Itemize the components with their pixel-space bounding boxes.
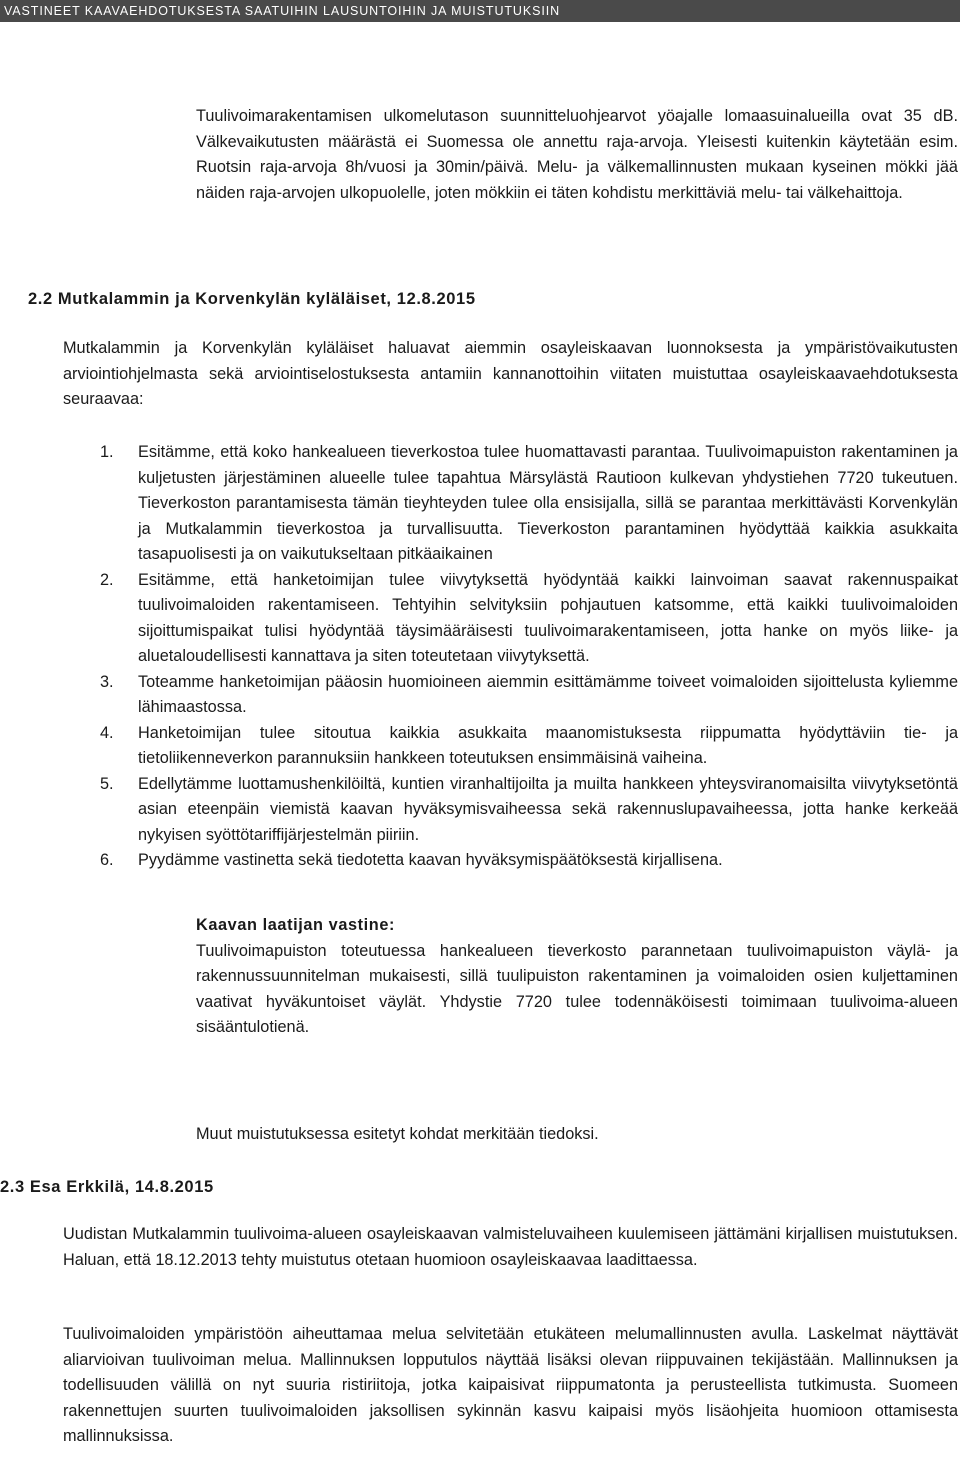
- list-item: [100, 440, 958, 568]
- list-item-text: Toteamme hanketoimijan pääosin huomioineen aiemmin esittämämme toiveet voimaloiden sijoittelusta kyliemme lähimaastossa.: [138, 672, 958, 716]
- list-item: [100, 848, 958, 874]
- section-2-3-heading: 2.3 Esa Erkkilä, 14.8.2015: [0, 1178, 214, 1196]
- list-item: [100, 568, 958, 670]
- list-item-number: 4.: [100, 723, 114, 742]
- list-item-text: Pyydämme vastinetta sekä tiedotetta kaavan hyväksymispäätöksestä kirjallisena.: [138, 851, 723, 869]
- list-item: [100, 772, 958, 849]
- list-item: [100, 670, 958, 721]
- list-item-text: Esitämme, että hanketoimijan tulee viivytyksettä hyödyntää kaikki lainvoiman saavat rakennuspaikat tuulivoimaloiden rakentamiseen. Tehtyihin selvityksiin pohjautuen katsomme, että kaikki tuulivoimaloiden sijoittumispaikat tulisi hyödyntää täysimääräisesti tuulivoimarakentamiseen, jotta hanke on myös liike- ja aluetaloudellisesti kannattava ja siten toteutetaan viivytyksettä.: [138, 570, 958, 665]
- planner-response-note: Muut muistutuksessa esitetyt kohdat merkitään tiedoksi.: [196, 1125, 599, 1143]
- planner-response: [196, 913, 958, 1041]
- list-item-number: 2.: [100, 570, 114, 589]
- document-header-bar: [0, 0, 960, 22]
- list-item-text: Esitämme, että koko hankealueen tieverkostoa tulee huomattavasti parantaa. Tuulivoimapuiston rakentaminen ja kuljetusten järjestäminen alueelle tulee tapahtua Märsylästä Rautioon kulkevan yhdystiehen 7720 tukeutuen. Tieverkoston parantamisesta tämän tieyhteyden tulee olla ensisijalla, sillä se parantaa merkittävästi Korvenkylän ja Mutkalammin tieverkostoa ja turvallisuutta. Tieverkoston parantaminen hyödyttää kaikkia asukkaita tasapuolisesti ja on vaikutukseltaan pitkäaikainen: [138, 443, 958, 563]
- demands-list: [100, 440, 958, 874]
- list-item-number: 5.: [100, 774, 114, 793]
- list-item-number: 3.: [100, 672, 114, 691]
- document-header-title: VASTINEET KAAVAEHDOTUKSESTA SAATUIHIN LAUSUNTOIHIN JA MUISTUTUKSIIN: [4, 4, 560, 18]
- section-2-2-intro: Mutkalammin ja Korvenkylän kyläläiset haluavat aiemmin osayleiskaavan luonnoksesta ja ympäristövaikutusten arviointiohjelmasta sekä arviointiselostuksesta antamiin kannanottoihin viitaten muistuttaa osayleiskaavaehdotuksesta seuraavaa:: [63, 339, 958, 408]
- section-2-2-heading: 2.2 Mutkalammin ja Korvenkylän kyläläiset, 12.8.2015: [28, 290, 476, 308]
- planner-response-text: Tuulivoimapuiston toteutuessa hankealueen tieverkosto parannetaan tuulivoimapuiston väylä- ja rakennussuunnitelman mukaisesti, sillä tuulipuiston rakentaminen ja voimaloiden osien kuljettaminen vaativat hyväkuntoiset väylät. Yhdystie 7720 tulee todennäköisesti toimimaan tuulivoima-alueen sisääntulotienä.: [196, 941, 958, 1036]
- list-item-number: 1.: [100, 443, 114, 461]
- planner-response-heading: Kaavan laatijan vastine:: [196, 916, 396, 934]
- list-item-text: Edellytämme luottamushenkilöiltä, kuntien viranhaltijoilta ja muilta hankkeen yhteysviranomaisilta viivytyksetöntä asian eteenpäin viemistä kaavan hyväksymisvaiheessa sekä rakennuslupavaiheessa, jotta hanke kerkeää nykyisen syöttötariffijärjestelmän piiriin.: [138, 774, 958, 844]
- section-2-3-paragraph-1: Uudistan Mutkalammin tuulivoima-alueen osayleiskaavan valmisteluvaiheen kuulemiseen jättämäni kirjallisen muistutuksen. Haluan, että 18.12.2013 tehty muistutus otetaan huomioon osayleiskaavaa laadittaessa.: [63, 1225, 958, 1269]
- section-2-3-paragraph-2: Tuulivoimaloiden ympäristöön aiheuttamaa melua selvitetään etukäteen melumallinnusten avulla. Laskelmat näyttävät aliarvioivan tuulivoiman melua. Mallinnuksen lopputulos näyttää lisäksi olevan riippuvainen tekijästään. Mallinnuksen ja todellisuuden välillä on nyt suuria ristiriitoja, jotka kaipaisivat riippumatonta ja perusteellista tutkimusta. Suomeen rakennettujen suurten tuulivoimaloiden jaksollisen sykinnän kasvu kaipaisi myös lisäohjeita huomioon ottamisesta mallinnuksissa.: [63, 1325, 958, 1445]
- intro-paragraph: Tuulivoimarakentamisen ulkomelutason suunnitteluohjearvot yöajalle lomaasuinalueilla ovat 35 dB. Välkevaikutusten määrästä ei Suomessa ole annettu raja-arvoja. Yleisesti kuitenkin käytetään esim. Ruotsin raja-arvoja 8h/vuosi ja 30min/päivä. Melu- ja välkemallinnusten mukaan kyseinen mökki jää näiden raja-arvojen ulkopuolelle, joten mökkiin ei täten kohdistu merkittäviä melu- tai välkehaittoja.: [196, 107, 958, 202]
- list-item: [100, 721, 958, 772]
- list-item-text: Hanketoimijan tulee sitoutua kaikkia asukkaita maanomistuksesta riippumatta hyödyttäviin tie- ja tietoliikenneverkon parannuksiin hankkeen toteutuksen ensimmäisinä vaiheina.: [138, 723, 958, 767]
- list-item-number: 6.: [100, 851, 114, 869]
